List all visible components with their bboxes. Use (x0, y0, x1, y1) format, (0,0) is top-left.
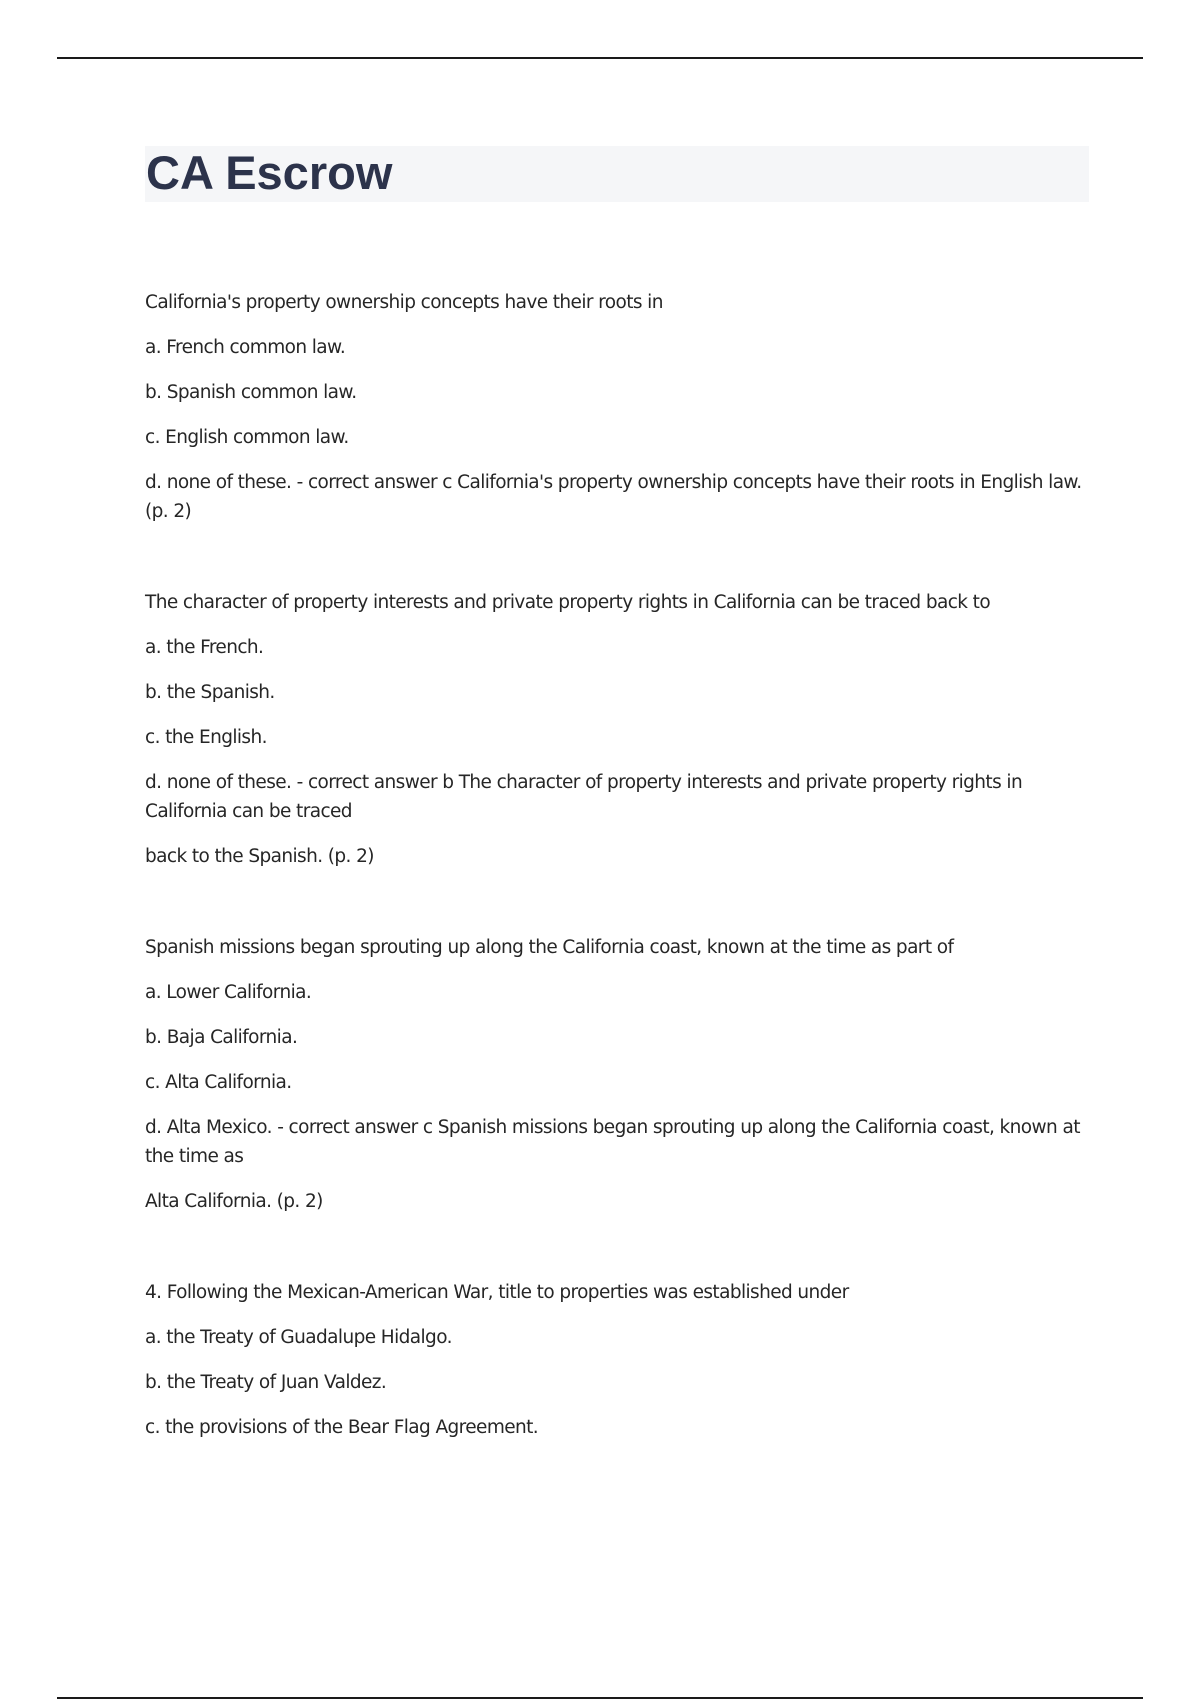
question-2-option-b: b. the Spanish. (145, 682, 275, 703)
question-list (145, 288, 1090, 1442)
question-1-option-c: c. English common law. (145, 427, 349, 448)
question-1-option-b: b. Spanish common law. (145, 382, 357, 403)
document-title: CA Escrow (146, 146, 393, 199)
question-1-prompt: California's property ownership concepts have their roots in (145, 292, 663, 313)
question-4 (145, 1278, 1090, 1442)
question-1 (145, 288, 1090, 526)
question-spacer (145, 871, 1090, 933)
question-3 (145, 933, 1090, 1216)
question-4-prompt: 4. Following the Mexican-American War, title to properties was established under (145, 1282, 849, 1303)
question-2-option-c: c. the English. (145, 727, 267, 748)
question-3-option-d-answer: d. Alta Mexico. - correct answer c Spanish missions began sprouting up along the California coast, known at the time as (145, 1117, 1080, 1167)
question-2-option-d-answer: d. none of these. - correct answer b The character of property interests and private property rights in California can be traced (145, 772, 1023, 822)
question-2-prompt: The character of property interests and private property rights in California can be traced back to (145, 592, 991, 613)
question-spacer (145, 1216, 1090, 1278)
question-3-option-b: b. Baja California. (145, 1027, 298, 1048)
question-4-option-c: c. the provisions of the Bear Flag Agreement. (145, 1417, 539, 1438)
question-2 (145, 588, 1090, 871)
question-1-option-d-answer: d. none of these. - correct answer c California's property ownership concepts have their roots in English law. (p. 2) (145, 472, 1082, 522)
question-3-option-c: c. Alta California. (145, 1072, 292, 1093)
header-rule (57, 57, 1143, 59)
question-3-option-a: a. Lower California. (145, 982, 312, 1003)
question-3-prompt: Spanish missions began sprouting up along the California coast, known at the time as part of (145, 937, 954, 958)
question-4-option-a: a. the Treaty of Guadalupe Hidalgo. (145, 1327, 452, 1348)
question-1-option-a: a. French common law. (145, 337, 346, 358)
footer-rule (57, 1697, 1143, 1699)
question-2-option-a: a. the French. (145, 637, 264, 658)
question-3-answer-continuation: Alta California. (p. 2) (145, 1191, 323, 1212)
question-2-answer-continuation: back to the Spanish. (p. 2) (145, 846, 374, 867)
question-4-option-b: b. the Treaty of Juan Valdez. (145, 1372, 387, 1393)
question-spacer (145, 526, 1090, 588)
